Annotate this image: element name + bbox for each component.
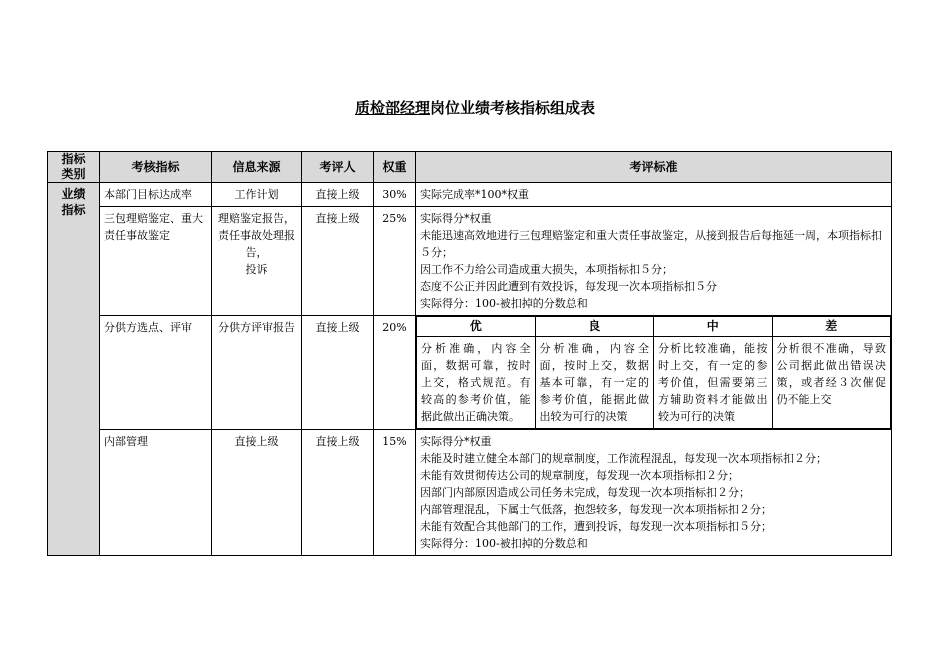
indicator-cell: 三包理赔鉴定、重大责任事故鉴定 [100,207,212,316]
grade-text: 分析比较准确，能按时上交，有一定的参考价值，但需要第三方辅助资料才能做出较为可行的决策 [654,337,773,429]
header-weight: 权重 [374,152,416,183]
grade-text: 分析准确，内容全面，按时上交，数据基本可靠，有一定的参考价值，能据此做出较为可行的决策 [535,337,654,429]
grade-label: 良 [535,317,654,337]
grade-label: 差 [772,317,891,337]
source-cell: 分供方评审报告 [212,316,302,430]
table-row [48,207,892,316]
weight-cell: 20% [374,316,416,430]
criteria-cell: 实际完成率*100*权重 [416,183,892,207]
indicator-cell: 分供方选点、评审 [100,316,212,430]
evaluator-cell: 直接上级 [302,430,374,556]
grade-table [416,316,891,429]
kpi-table [47,151,892,556]
evaluator-cell: 直接上级 [302,207,374,316]
page-title [0,97,950,118]
indicator-cell: 本部门目标达成率 [100,183,212,207]
criteria-cell: 实际得分*权重 未能及时建立健全本部门的规章制度，工作流程混乱，每发现一次本项指标扣２分； 未能有效贯彻传达公司的规章制度，每发现一次本项指标扣２分； 因部门内部原因造成公司任务未完成，每发现一次本项指标扣２分； 内部管理混乱，下属士气低落，抱怨较多，每发现一次本项指标扣２分； 未能有效配合其他部门的工作，遭到投诉，每发现一次本项指标扣５分； 实际得分：100-被扣掉的分数总和 [416,430,892,556]
weight-cell: 30% [374,183,416,207]
header-indicator: 考核指标 [100,152,212,183]
header-source: 信息来源 [212,152,302,183]
weight-cell: 25% [374,207,416,316]
table-row [48,430,892,556]
grade-label: 优 [417,317,536,337]
grade-criteria-cell [416,316,892,430]
indicator-cell: 内部管理 [100,430,212,556]
source-cell: 理赔鉴定报告， 责任事故处理报告， 投诉 [212,207,302,316]
grade-text: 分析准确，内容全面，数据可靠，按时上交，格式规范。有较高的参考价值，能据此做出正确决策。 [417,337,536,429]
header-row [48,152,892,183]
grade-label: 中 [654,317,773,337]
weight-cell: 15% [374,430,416,556]
header-evaluator: 考评人 [302,152,374,183]
grade-text: 分析很不准确，导致公司据此做出错误决策，或者经３次催促仍不能上交 [772,337,891,429]
title-rest: 岗位业绩考核指标组成表 [430,99,596,117]
category-cell: 业绩指标 [48,183,100,556]
evaluator-cell: 直接上级 [302,183,374,207]
header-category: 指标类别 [48,152,100,183]
evaluator-cell: 直接上级 [302,316,374,430]
title-position: 质检部经理 [354,99,430,117]
source-cell: 直接上级 [212,430,302,556]
header-criteria: 考评标准 [416,152,892,183]
source-cell: 工作计划 [212,183,302,207]
table-row [48,316,892,430]
table-row [48,183,892,207]
criteria-cell: 实际得分*权重 未能迅速高效地进行三包理赔鉴定和重大责任事故鉴定，从接到报告后每拖延一周，本项指标扣５分； 因工作不力给公司造成重大损失，本项指标扣５分； 态度不公正并因此遭到有效投诉，每发现一次本项指标扣５分 实际得分：100-被扣掉的分数总和 [416,207,892,316]
